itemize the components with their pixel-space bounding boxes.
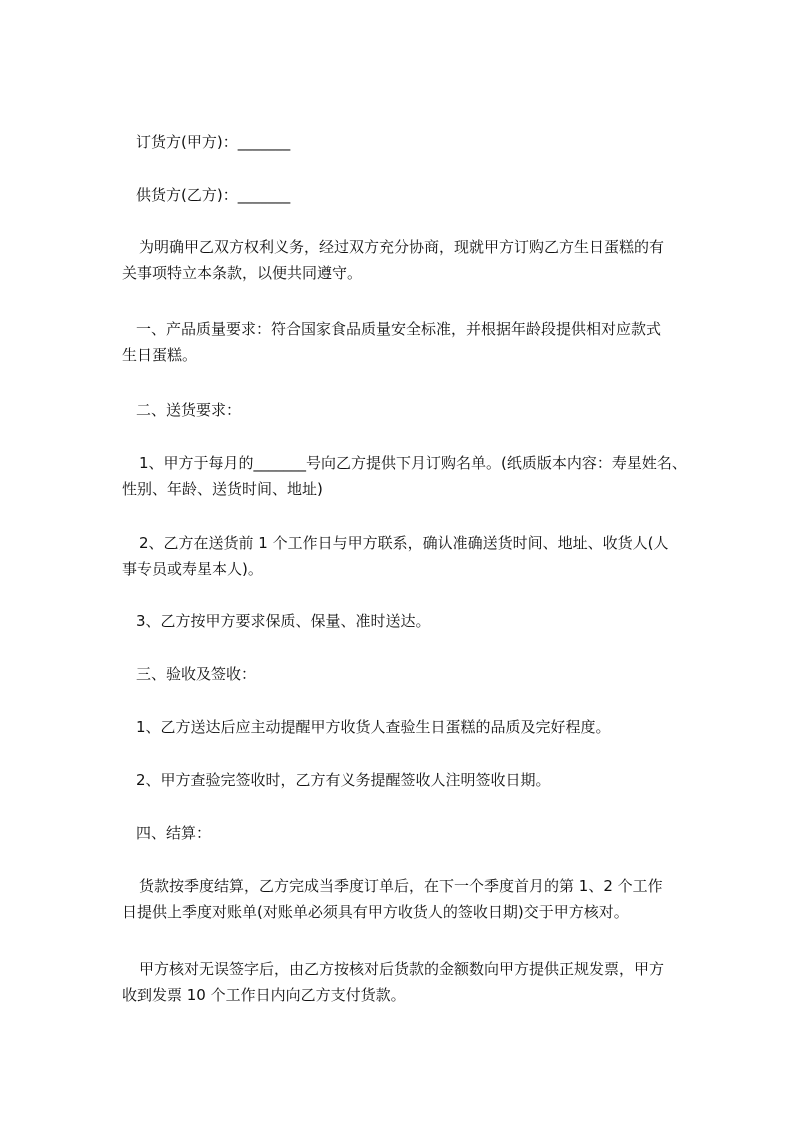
party-b-line	[136, 182, 716, 208]
section-3-item-2	[136, 767, 716, 793]
intro-line-2: 关事项特立本条款，以便共同遵守。	[122, 264, 363, 282]
section-2-item-1-line-1: 1、甲方于每月的_______号向乙方提供下月订购名单。(纸质版本内容：寿星姓名、	[139, 454, 687, 472]
section-1-line-2: 生日蛋糕。	[122, 346, 198, 364]
section-2-item-2	[122, 530, 716, 582]
party-a-line	[136, 129, 716, 155]
section-2-item-1	[122, 450, 716, 502]
party-b-text: 供货方(乙方)：_______	[136, 186, 291, 204]
section-2-item-3	[136, 608, 716, 634]
section-4-para-1-line-1: 货款按季度结算，乙方完成当季度订单后，在下一个季度首月的第 1、2 个工作	[139, 877, 663, 895]
section-1-line-1: 一、产品质量要求：符合国家食品质量安全标准，并根据年龄段提供相对应款式	[136, 320, 662, 338]
section-2-item-3-text: 3、乙方按甲方要求保质、保量、准时送达。	[136, 612, 431, 630]
section-3-title-text: 三、验收及签收：	[136, 665, 257, 683]
section-4-paragraph-1	[122, 873, 716, 925]
section-4-para-2-line-2: 收到发票 10 个工作日内向乙方支付货款。	[122, 986, 406, 1004]
section-4-para-2-line-1: 甲方核对无误签字后，由乙方按核对后货款的金额数向甲方提供正规发票，甲方	[139, 960, 665, 978]
section-3-item-2-text: 2、甲方查验完签收时，乙方有义务提醒签收人注明签收日期。	[136, 771, 551, 789]
section-2-title	[136, 397, 716, 423]
party-a-text: 订货方(甲方)：_______	[136, 133, 291, 151]
section-4-paragraph-2	[122, 956, 716, 1008]
section-2-title-text: 二、送货要求：	[136, 401, 242, 419]
section-3-item-1-text: 1、乙方送达后应主动提醒甲方收货人查验生日蛋糕的品质及完好程度。	[136, 718, 611, 736]
section-1-paragraph	[122, 316, 716, 368]
section-3-title	[136, 661, 716, 687]
section-2-item-2-line-2: 事专员或寿星本人)。	[122, 560, 263, 578]
section-4-para-1-line-2: 日提供上季度对账单(对账单必须具有甲方收货人的签收日期)交于甲方核对。	[122, 903, 629, 921]
section-2-item-2-line-1: 2、乙方在送货前 1 个工作日与甲方联系，确认准确送货时间、地址、收货人(人	[139, 534, 669, 552]
intro-paragraph	[122, 234, 716, 286]
section-4-title	[136, 820, 716, 846]
section-4-title-text: 四、结算：	[136, 824, 212, 842]
intro-line-1: 为明确甲乙双方权利义务，经过双方充分协商，现就甲方订购乙方生日蛋糕的有	[139, 238, 665, 256]
section-3-item-1	[136, 714, 716, 740]
section-2-item-1-line-2: 性别、年龄、送货时间、地址)	[122, 480, 323, 498]
